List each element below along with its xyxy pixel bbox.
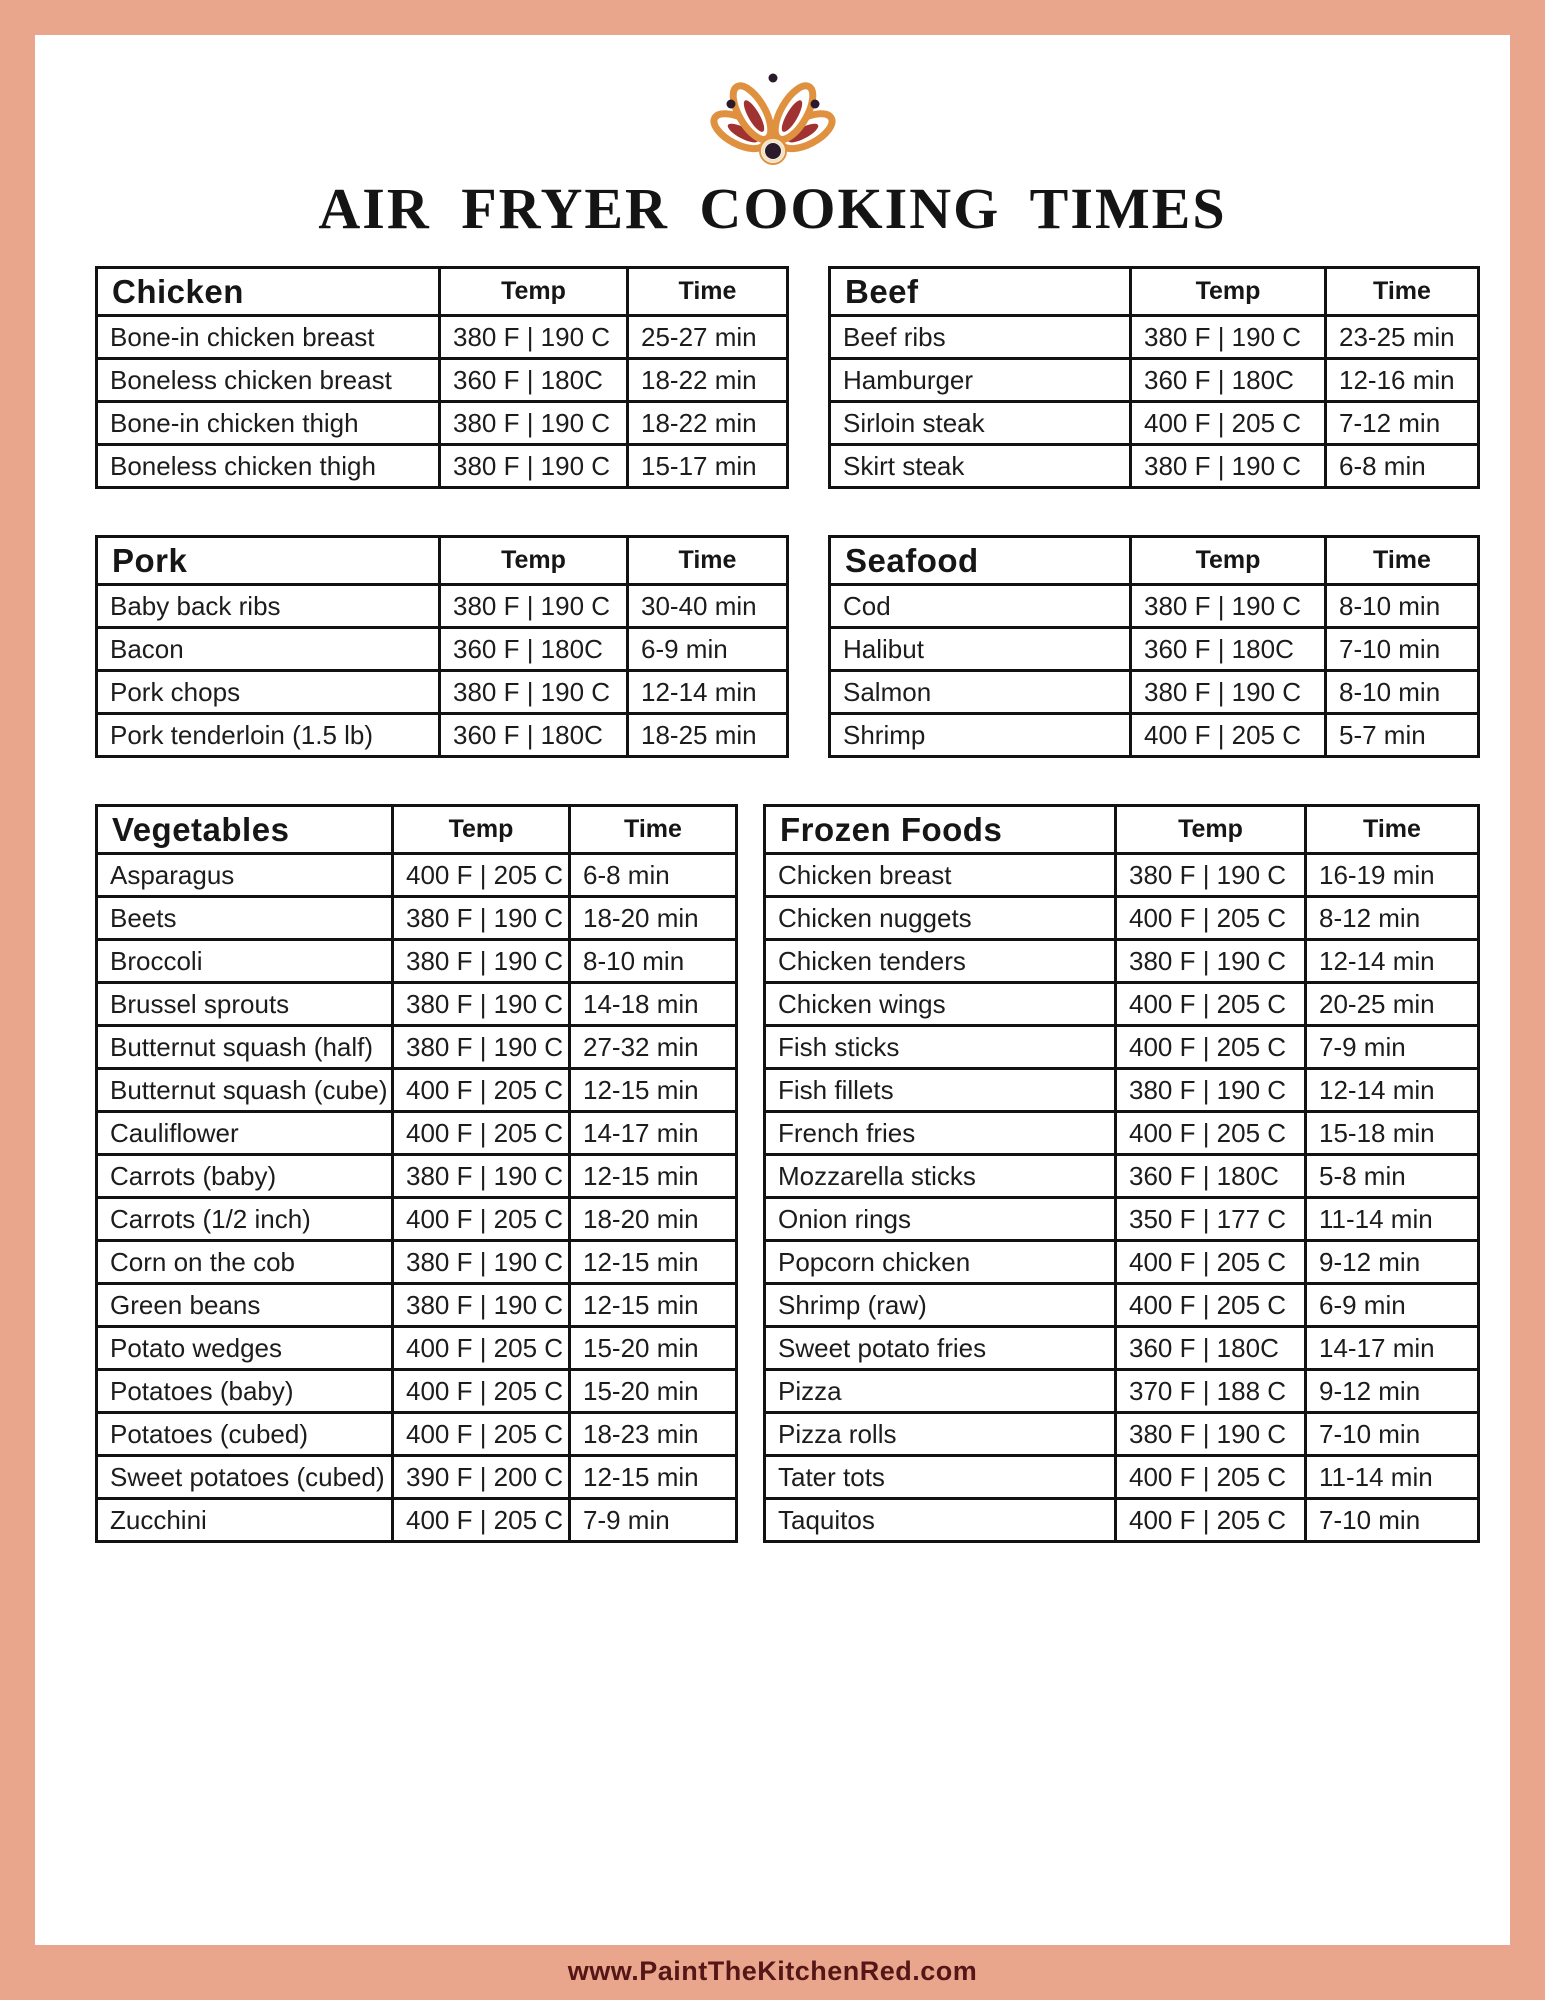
time-value-cell: 30-40 min — [628, 585, 788, 628]
time-value-cell: 5-8 min — [1306, 1155, 1479, 1198]
temp-column-header: Temp — [1116, 806, 1306, 854]
pork-table — [95, 535, 789, 758]
food-name-cell: Pizza rolls — [765, 1413, 1116, 1456]
temp-column-header: Temp — [440, 537, 628, 585]
temp-value-cell: 400 F | 205 C — [1116, 1499, 1306, 1542]
time-column-header: Time — [1306, 806, 1479, 854]
temp-value-cell: 400 F | 205 C — [393, 1069, 570, 1112]
time-value-cell: 18-23 min — [570, 1413, 737, 1456]
time-value-cell: 8-10 min — [570, 940, 737, 983]
temp-value-cell: 400 F | 205 C — [393, 1413, 570, 1456]
temp-value-cell: 380 F | 190 C — [393, 983, 570, 1026]
category-header: Pork — [97, 537, 440, 585]
food-name-cell: Sirloin steak — [830, 402, 1131, 445]
food-name-cell: Bacon — [97, 628, 440, 671]
time-value-cell: 18-22 min — [628, 402, 788, 445]
time-value-cell: 6-9 min — [628, 628, 788, 671]
time-value-cell: 9-12 min — [1306, 1370, 1479, 1413]
seafood-table — [828, 535, 1480, 758]
food-name-cell: Butternut squash (cube) — [97, 1069, 393, 1112]
table-row — [97, 1456, 737, 1499]
temp-value-cell: 380 F | 190 C — [393, 1026, 570, 1069]
table-row — [97, 402, 788, 445]
table-row — [830, 316, 1479, 359]
food-name-cell: Potatoes (cubed) — [97, 1413, 393, 1456]
time-value-cell: 8-10 min — [1326, 585, 1479, 628]
table-row — [97, 1155, 737, 1198]
temp-value-cell: 400 F | 205 C — [1116, 1241, 1306, 1284]
food-name-cell: Mozzarella sticks — [765, 1155, 1116, 1198]
food-name-cell: Carrots (baby) — [97, 1155, 393, 1198]
food-name-cell: Beets — [97, 897, 393, 940]
table-row — [830, 445, 1479, 488]
temp-value-cell: 400 F | 205 C — [1116, 897, 1306, 940]
tables-row-2 — [95, 535, 1510, 758]
table-row — [765, 1069, 1479, 1112]
time-value-cell: 20-25 min — [1306, 983, 1479, 1026]
time-value-cell: 7-10 min — [1326, 628, 1479, 671]
table-row — [830, 628, 1479, 671]
food-name-cell: Pork tenderloin (1.5 lb) — [97, 714, 440, 757]
food-name-cell: Asparagus — [97, 854, 393, 897]
food-name-cell: Chicken wings — [765, 983, 1116, 1026]
time-value-cell: 6-8 min — [1326, 445, 1479, 488]
chicken-table — [95, 266, 789, 489]
table-row — [765, 983, 1479, 1026]
temp-value-cell: 400 F | 205 C — [393, 854, 570, 897]
food-name-cell: Boneless chicken thigh — [97, 445, 440, 488]
temp-value-cell: 400 F | 205 C — [393, 1370, 570, 1413]
table-header-row — [97, 806, 737, 854]
food-name-cell: Shrimp (raw) — [765, 1284, 1116, 1327]
temp-value-cell: 360 F | 180C — [1116, 1155, 1306, 1198]
table-row — [765, 1413, 1479, 1456]
temp-value-cell: 400 F | 205 C — [1116, 983, 1306, 1026]
food-name-cell: Chicken nuggets — [765, 897, 1116, 940]
time-value-cell: 12-14 min — [1306, 1069, 1479, 1112]
time-value-cell: 12-15 min — [570, 1456, 737, 1499]
logo-container — [35, 71, 1510, 171]
time-value-cell: 6-9 min — [1306, 1284, 1479, 1327]
time-value-cell: 14-18 min — [570, 983, 737, 1026]
temp-column-header: Temp — [1131, 268, 1326, 316]
temp-value-cell: 400 F | 205 C — [393, 1112, 570, 1155]
food-name-cell: Salmon — [830, 671, 1131, 714]
time-value-cell: 11-14 min — [1306, 1198, 1479, 1241]
food-name-cell: Broccoli — [97, 940, 393, 983]
time-value-cell: 7-9 min — [1306, 1026, 1479, 1069]
table-row — [97, 1241, 737, 1284]
food-name-cell: Chicken tenders — [765, 940, 1116, 983]
table-row — [97, 316, 788, 359]
temp-value-cell: 380 F | 190 C — [440, 585, 628, 628]
time-value-cell: 9-12 min — [1306, 1241, 1479, 1284]
table-row — [97, 1370, 737, 1413]
table-row — [765, 1499, 1479, 1542]
tables-row-3 — [95, 804, 1510, 1543]
time-value-cell: 14-17 min — [570, 1112, 737, 1155]
food-name-cell: Halibut — [830, 628, 1131, 671]
food-name-cell: Shrimp — [830, 714, 1131, 757]
temp-value-cell: 400 F | 205 C — [1116, 1112, 1306, 1155]
table-row — [830, 402, 1479, 445]
time-value-cell: 15-18 min — [1306, 1112, 1479, 1155]
temp-value-cell: 380 F | 190 C — [1131, 316, 1326, 359]
table-row — [765, 1241, 1479, 1284]
time-value-cell: 12-15 min — [570, 1284, 737, 1327]
table-row — [97, 1499, 737, 1542]
time-value-cell: 15-20 min — [570, 1327, 737, 1370]
temp-value-cell: 400 F | 205 C — [1116, 1284, 1306, 1327]
food-name-cell: Potatoes (baby) — [97, 1370, 393, 1413]
time-value-cell: 6-8 min — [570, 854, 737, 897]
time-value-cell: 7-12 min — [1326, 402, 1479, 445]
food-name-cell: Baby back ribs — [97, 585, 440, 628]
table-row — [97, 1198, 737, 1241]
temp-value-cell: 370 F | 188 C — [1116, 1370, 1306, 1413]
temp-column-header: Temp — [1131, 537, 1326, 585]
time-value-cell: 23-25 min — [1326, 316, 1479, 359]
time-value-cell: 11-14 min — [1306, 1456, 1479, 1499]
table-row — [765, 1198, 1479, 1241]
table-row — [830, 359, 1479, 402]
time-column-header: Time — [628, 268, 788, 316]
food-name-cell: Pizza — [765, 1370, 1116, 1413]
time-value-cell: 7-10 min — [1306, 1499, 1479, 1542]
temp-value-cell: 350 F | 177 C — [1116, 1198, 1306, 1241]
temp-value-cell: 380 F | 190 C — [393, 1155, 570, 1198]
temp-column-header: Temp — [393, 806, 570, 854]
temp-value-cell: 360 F | 180C — [440, 359, 628, 402]
food-name-cell: Green beans — [97, 1284, 393, 1327]
table-row — [97, 854, 737, 897]
table-row — [830, 714, 1479, 757]
table-row — [830, 585, 1479, 628]
food-name-cell: French fries — [765, 1112, 1116, 1155]
time-value-cell: 18-22 min — [628, 359, 788, 402]
food-name-cell: Bone-in chicken breast — [97, 316, 440, 359]
table-row — [97, 585, 788, 628]
vegetables-table — [95, 804, 738, 1543]
table-row — [97, 1284, 737, 1327]
content-area — [35, 35, 1510, 1945]
temp-value-cell: 400 F | 205 C — [393, 1327, 570, 1370]
temp-value-cell: 380 F | 190 C — [1116, 1069, 1306, 1112]
page-title: AIR FRYER COOKING TIMES — [318, 176, 1227, 241]
food-name-cell: Onion rings — [765, 1198, 1116, 1241]
table-row — [97, 1026, 737, 1069]
time-column-header: Time — [570, 806, 737, 854]
time-value-cell: 15-17 min — [628, 445, 788, 488]
time-column-header: Time — [1326, 268, 1479, 316]
food-name-cell: Chicken breast — [765, 854, 1116, 897]
food-name-cell: Potato wedges — [97, 1327, 393, 1370]
table-row — [765, 1112, 1479, 1155]
time-value-cell: 8-10 min — [1326, 671, 1479, 714]
table-header-row — [830, 268, 1479, 316]
temp-value-cell: 360 F | 180C — [1131, 359, 1326, 402]
temp-value-cell: 380 F | 190 C — [1116, 854, 1306, 897]
temp-value-cell: 400 F | 205 C — [393, 1198, 570, 1241]
time-value-cell: 7-9 min — [570, 1499, 737, 1542]
time-value-cell: 12-15 min — [570, 1155, 737, 1198]
table-row — [830, 671, 1479, 714]
food-name-cell: Cod — [830, 585, 1131, 628]
food-name-cell: Hamburger — [830, 359, 1131, 402]
temp-value-cell: 400 F | 205 C — [1131, 402, 1326, 445]
temp-value-cell: 400 F | 205 C — [1116, 1456, 1306, 1499]
category-header: Beef — [830, 268, 1131, 316]
table-header-row — [97, 268, 788, 316]
time-value-cell: 7-10 min — [1306, 1413, 1479, 1456]
table-row — [765, 1155, 1479, 1198]
food-name-cell: Zucchini — [97, 1499, 393, 1542]
table-row — [97, 940, 737, 983]
table-row — [765, 1026, 1479, 1069]
lotus-logo-icon — [668, 71, 878, 171]
temp-value-cell: 380 F | 190 C — [440, 402, 628, 445]
table-header-row — [830, 537, 1479, 585]
time-value-cell: 12-14 min — [628, 671, 788, 714]
temp-value-cell: 380 F | 190 C — [393, 940, 570, 983]
time-value-cell: 18-20 min — [570, 897, 737, 940]
time-value-cell: 8-12 min — [1306, 897, 1479, 940]
time-value-cell: 12-16 min — [1326, 359, 1479, 402]
table-row — [97, 714, 788, 757]
frozen-foods-table — [763, 804, 1480, 1543]
food-name-cell: Sweet potato fries — [765, 1327, 1116, 1370]
food-name-cell: Bone-in chicken thigh — [97, 402, 440, 445]
food-name-cell: Beef ribs — [830, 316, 1131, 359]
table-row — [97, 1069, 737, 1112]
table-row — [765, 940, 1479, 983]
table-row — [765, 1327, 1479, 1370]
temp-value-cell: 380 F | 190 C — [1116, 1413, 1306, 1456]
table-row — [97, 359, 788, 402]
temp-value-cell: 360 F | 180C — [1131, 628, 1326, 671]
temp-value-cell: 380 F | 190 C — [1131, 445, 1326, 488]
table-row — [765, 854, 1479, 897]
food-name-cell: Fish fillets — [765, 1069, 1116, 1112]
food-name-cell: Carrots (1/2 inch) — [97, 1198, 393, 1241]
temp-column-header: Temp — [440, 268, 628, 316]
temp-value-cell: 400 F | 205 C — [1131, 714, 1326, 757]
category-header: Vegetables — [97, 806, 393, 854]
table-row — [97, 897, 737, 940]
time-value-cell: 12-15 min — [570, 1241, 737, 1284]
table-row — [97, 1112, 737, 1155]
time-value-cell: 18-20 min — [570, 1198, 737, 1241]
beef-table — [828, 266, 1480, 489]
temp-value-cell: 360 F | 180C — [1116, 1327, 1306, 1370]
time-value-cell: 16-19 min — [1306, 854, 1479, 897]
category-header: Chicken — [97, 268, 440, 316]
time-value-cell: 14-17 min — [1306, 1327, 1479, 1370]
temp-value-cell: 380 F | 190 C — [1131, 585, 1326, 628]
temp-value-cell: 360 F | 180C — [440, 628, 628, 671]
table-row — [765, 1284, 1479, 1327]
table-row — [765, 1370, 1479, 1413]
table-row — [97, 983, 737, 1026]
temp-value-cell: 380 F | 190 C — [1116, 940, 1306, 983]
temp-value-cell: 380 F | 190 C — [440, 671, 628, 714]
food-name-cell: Brussel sprouts — [97, 983, 393, 1026]
time-value-cell: 25-27 min — [628, 316, 788, 359]
food-name-cell: Skirt steak — [830, 445, 1131, 488]
table-row — [765, 897, 1479, 940]
time-value-cell: 12-15 min — [570, 1069, 737, 1112]
food-name-cell: Butternut squash (half) — [97, 1026, 393, 1069]
temp-value-cell: 400 F | 205 C — [393, 1499, 570, 1542]
time-value-cell: 27-32 min — [570, 1026, 737, 1069]
temp-value-cell: 360 F | 180C — [440, 714, 628, 757]
table-row — [97, 671, 788, 714]
time-value-cell: 15-20 min — [570, 1370, 737, 1413]
food-name-cell: Cauliflower — [97, 1112, 393, 1155]
website-link[interactable]: www.PaintTheKitchenRed.com — [567, 1956, 978, 1986]
table-header-row — [97, 537, 788, 585]
temp-value-cell: 380 F | 190 C — [440, 316, 628, 359]
category-header: Frozen Foods — [765, 806, 1116, 854]
food-name-cell: Pork chops — [97, 671, 440, 714]
food-name-cell: Sweet potatoes (cubed) — [97, 1456, 393, 1499]
table-row — [97, 1327, 737, 1370]
table-row — [97, 445, 788, 488]
time-value-cell: 18-25 min — [628, 714, 788, 757]
temp-value-cell: 380 F | 190 C — [393, 1241, 570, 1284]
food-name-cell: Corn on the cob — [97, 1241, 393, 1284]
time-value-cell: 12-14 min — [1306, 940, 1479, 983]
food-name-cell: Popcorn chicken — [765, 1241, 1116, 1284]
food-name-cell: Tater tots — [765, 1456, 1116, 1499]
temp-value-cell: 400 F | 205 C — [1116, 1026, 1306, 1069]
table-row — [97, 1413, 737, 1456]
time-column-header: Time — [628, 537, 788, 585]
temp-value-cell: 380 F | 190 C — [393, 897, 570, 940]
temp-value-cell: 390 F | 200 C — [393, 1456, 570, 1499]
temp-value-cell: 380 F | 190 C — [440, 445, 628, 488]
temp-value-cell: 380 F | 190 C — [393, 1284, 570, 1327]
table-row — [765, 1456, 1479, 1499]
table-row — [97, 628, 788, 671]
food-name-cell: Boneless chicken breast — [97, 359, 440, 402]
table-header-row — [765, 806, 1479, 854]
tables-row-1 — [95, 266, 1510, 489]
food-name-cell: Fish sticks — [765, 1026, 1116, 1069]
food-name-cell: Taquitos — [765, 1499, 1116, 1542]
category-header: Seafood — [830, 537, 1131, 585]
time-value-cell: 5-7 min — [1326, 714, 1479, 757]
temp-value-cell: 380 F | 190 C — [1131, 671, 1326, 714]
time-column-header: Time — [1326, 537, 1479, 585]
